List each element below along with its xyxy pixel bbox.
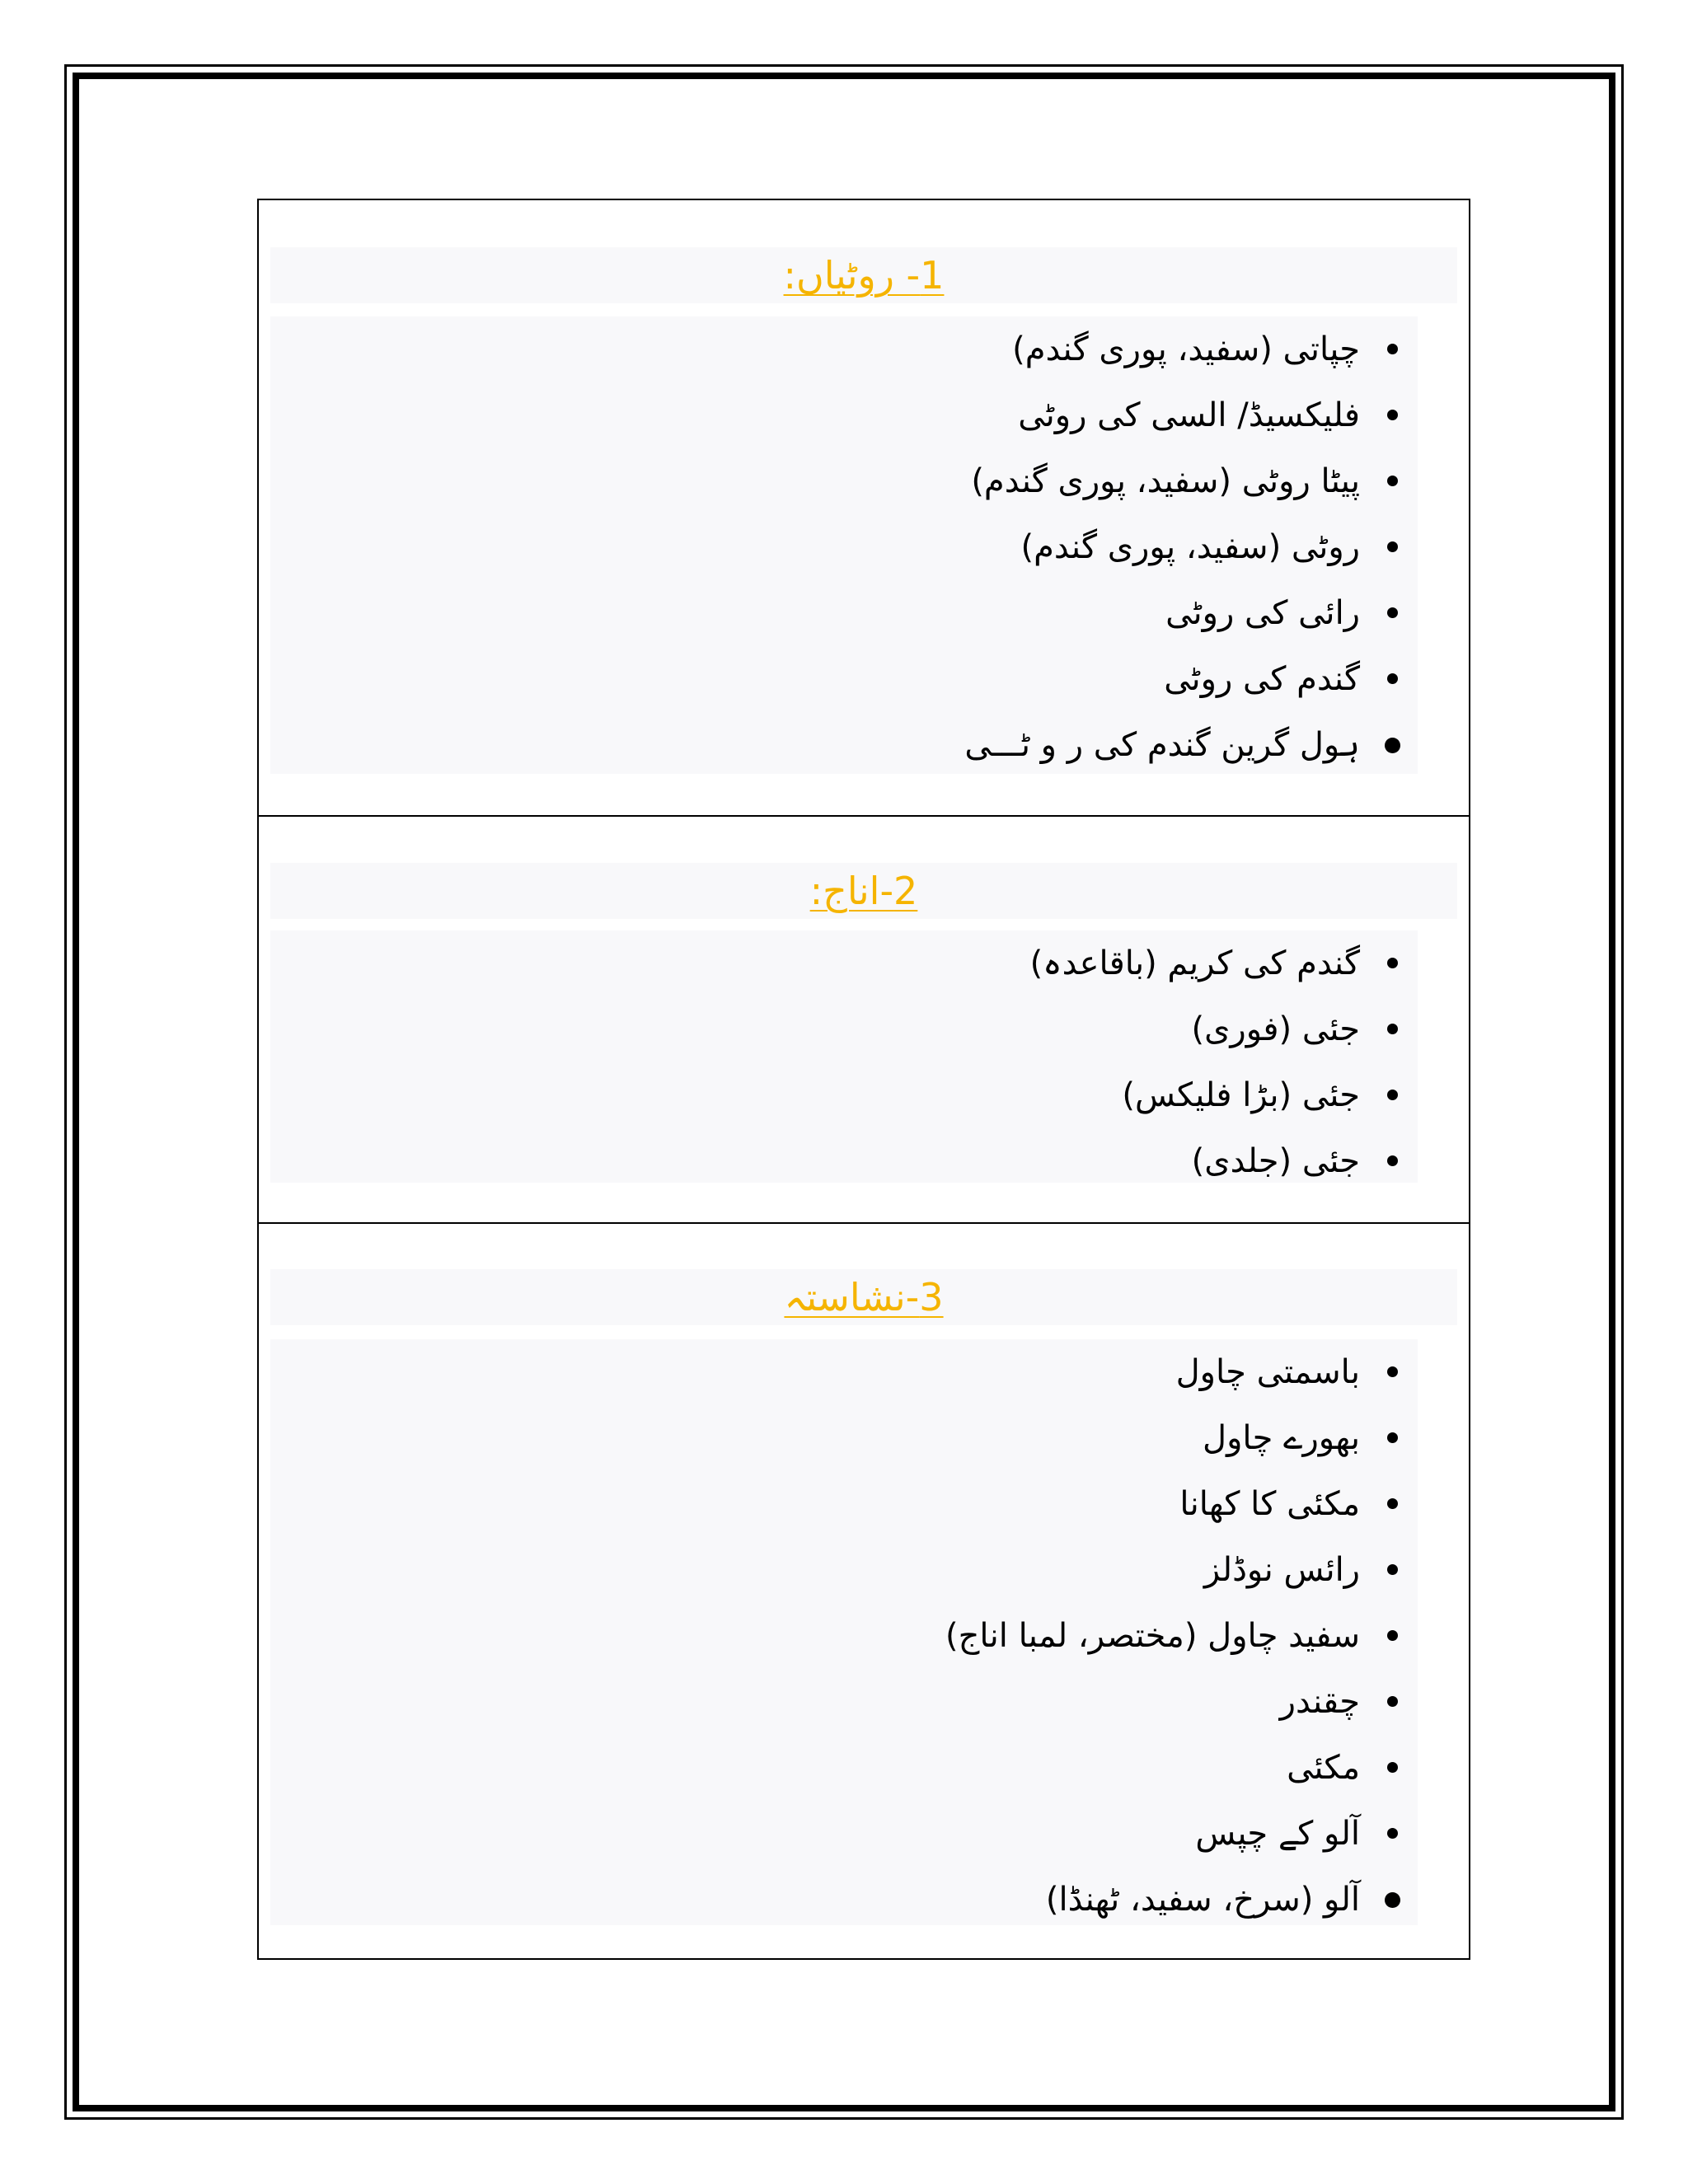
- list-item: چپاتی (سفید، پوری گندم): [270, 316, 1360, 382]
- bullet-icon: [1387, 476, 1398, 486]
- list-item: فلیکسیڈ/ السی کی روٹی: [270, 382, 1360, 448]
- section-heading: 2-اناج:: [809, 869, 918, 913]
- item-list: [270, 930, 1360, 1194]
- bullet-icon: [1387, 1090, 1398, 1100]
- bullet-icon: [1387, 673, 1398, 684]
- section-starches: [259, 1222, 1469, 1960]
- list-item: جئی (بڑا فلیکس): [270, 1062, 1360, 1128]
- bullet-icon: [1385, 1892, 1400, 1908]
- list-item: آلو کے چپس: [270, 1801, 1360, 1867]
- section-heading-band: [270, 247, 1457, 303]
- bullet-icon: [1387, 541, 1398, 552]
- item-list-band: [270, 1339, 1418, 1925]
- section-heading-band: [270, 863, 1457, 919]
- bullet-icon: [1387, 1432, 1398, 1443]
- bullet-icon: [1387, 1828, 1398, 1839]
- item-list-band: [270, 930, 1418, 1183]
- list-item: ہول گرین گندم کی ر و ٹـــی: [270, 712, 1360, 778]
- list-item: جئی (جلدی): [270, 1128, 1360, 1194]
- section-heading: 1- روٹیاں:: [783, 253, 945, 298]
- section-cereals: [259, 815, 1469, 1222]
- list-item: روٹی (سفید، پوری گندم): [270, 514, 1360, 580]
- bullet-icon: [1387, 1155, 1398, 1166]
- list-item: باسمتی چاول: [270, 1339, 1360, 1405]
- food-list-table: [257, 199, 1470, 1960]
- list-item: آلو (سرخ، سفید، ٹھنڈا): [270, 1867, 1360, 1933]
- bullet-icon: [1387, 410, 1398, 420]
- section-heading: 3-نشاستہ: [784, 1275, 944, 1319]
- item-list-band: [270, 316, 1418, 774]
- item-list: [270, 316, 1360, 778]
- bullet-icon: [1387, 1024, 1398, 1034]
- list-item: گندم کی کریم (باقاعدہ): [270, 930, 1360, 996]
- bullet-icon: [1387, 607, 1398, 618]
- list-item: چقندر: [270, 1669, 1360, 1735]
- section-breads: [259, 200, 1469, 815]
- list-item: مکئی کا کھانا: [270, 1471, 1360, 1537]
- bullet-icon: [1387, 1366, 1398, 1377]
- list-item: گندم کی روٹی: [270, 646, 1360, 712]
- item-list: [270, 1339, 1360, 1933]
- section-heading-band: [270, 1269, 1457, 1325]
- list-item: سفید چاول (مختصر، لمبا اناج): [270, 1603, 1360, 1669]
- bullet-icon: [1385, 738, 1400, 753]
- bullet-icon: [1387, 1696, 1398, 1707]
- bullet-icon: [1387, 1564, 1398, 1575]
- list-item: پیٹا روٹی (سفید، پوری گندم): [270, 448, 1360, 514]
- list-item: مکئی: [270, 1735, 1360, 1801]
- bullet-icon: [1387, 1762, 1398, 1773]
- bullet-icon: [1387, 1630, 1398, 1641]
- bullet-icon: [1387, 958, 1398, 968]
- list-item: رائس نوڈلز: [270, 1537, 1360, 1603]
- list-item: بھورے چاول: [270, 1405, 1360, 1471]
- list-item: رائی کی روٹی: [270, 580, 1360, 646]
- bullet-icon: [1387, 1498, 1398, 1509]
- list-item: جئی (فوری): [270, 996, 1360, 1062]
- bullet-icon: [1387, 344, 1398, 354]
